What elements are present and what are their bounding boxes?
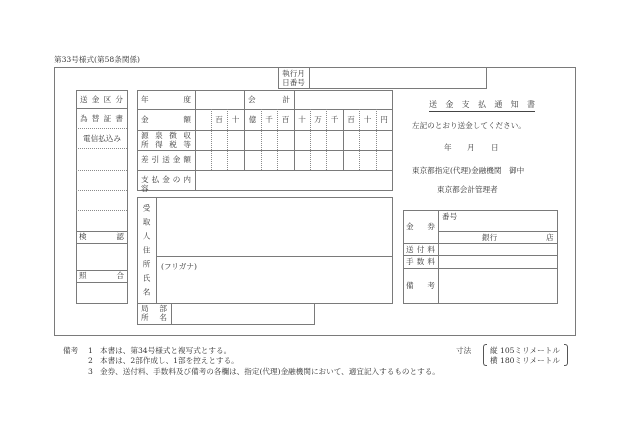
digit-header-million: 百 — [281, 115, 290, 124]
grid-line — [76, 128, 127, 129]
remarks-label: 備 考 — [406, 281, 435, 290]
form-title: 第33号様式(第58条関係) — [54, 55, 140, 64]
grid-line — [76, 210, 127, 211]
grid-line — [76, 170, 127, 171]
footer-note-number: 2 — [88, 356, 93, 365]
handling-fee-label: 手 数 料 — [406, 257, 435, 266]
digit-header-yen: 円 — [380, 115, 388, 124]
grid-line — [195, 90, 196, 190]
amount-label: 金 額 — [141, 115, 191, 124]
bureau-label-line1: 局 部 — [141, 304, 167, 313]
digit-header-hundred: 百 — [347, 115, 355, 124]
grid-line — [438, 231, 557, 232]
date-month-label: 月 — [467, 143, 475, 152]
grid-line — [137, 170, 392, 171]
digit-header-ten-billion: 十 — [231, 115, 240, 124]
digit-header-hundred-billion: 百 — [215, 115, 223, 124]
remittance-instruction: 左記のとおり送金してください。 — [412, 121, 526, 130]
digit-header-thousand: 千 — [330, 115, 339, 124]
execution-label-line1: 執行月 — [282, 69, 305, 78]
net-remittance-label: 差 引 送 金 額 — [141, 155, 191, 164]
withholding-tax-label-line2: 所 得 税 等 — [141, 140, 191, 149]
payment-content-label: 支 払 金 の 内 容 — [141, 175, 191, 193]
branch-label: 店 — [546, 233, 554, 242]
remittance-notice-title: 送 金 支 払 通 知 書 — [429, 100, 535, 112]
footer-note-number: 3 — [88, 367, 93, 376]
payee-box — [137, 197, 393, 304]
grid-line — [171, 303, 172, 324]
grid-line — [294, 90, 295, 109]
inspection-label: 検 認 — [79, 232, 124, 241]
bureau-label-line2: 所 名 — [141, 313, 167, 322]
grid-line — [76, 148, 127, 149]
grid-line — [156, 256, 392, 257]
footer-note-text: 金券、送付料、手数料及び備考の各欄は、指定(代理)金融機関において、適宜記入するものとする。 — [100, 367, 440, 376]
digit-header-ten-thousand: 万 — [314, 115, 322, 124]
left-bracket-icon — [483, 344, 487, 366]
footer-note-number: 1 — [88, 346, 93, 355]
footer-notes-label: 備考 — [63, 346, 79, 355]
voucher-label: 金 券 — [406, 222, 435, 231]
date-year-label: 年 — [444, 143, 452, 152]
grid-line — [76, 190, 127, 191]
grid-line — [137, 150, 392, 151]
account-label: 会 計 — [248, 95, 290, 104]
withholding-tax-label-line1: 源 泉 徴 収 — [141, 131, 191, 140]
dimension-width: 横 180ミリメートル — [490, 356, 560, 365]
digit-header-ten: 十 — [363, 115, 372, 124]
grid-line — [76, 108, 127, 109]
grid-line — [156, 197, 157, 303]
grid-line — [76, 282, 127, 283]
digit-header-hundred-million: 億 — [248, 115, 257, 124]
remit-type-wire-transfer: 電信払込み — [83, 134, 121, 143]
sender: 東京都会計管理者 — [437, 185, 498, 194]
shipping-fee-label: 送 付 料 — [406, 245, 435, 254]
addressee: 東京都指定(代理)金融機関 御中 — [412, 166, 525, 175]
dimensions-label: 寸法 — [456, 346, 472, 355]
footer-note-text: 本書は、2部作成し、1部を控えとする。 — [100, 356, 239, 365]
verification-label: 照 合 — [79, 271, 124, 280]
grid-line — [403, 268, 557, 269]
date-day-label: 日 — [491, 143, 499, 152]
fiscal-year-label: 年 度 — [141, 95, 191, 104]
execution-value-field — [310, 68, 486, 88]
remit-type-exchange-certificate: 為 替 証 書 — [80, 114, 123, 123]
grid-line — [76, 243, 127, 244]
payee-address-name-label: 受取人住所氏名 — [142, 204, 151, 302]
execution-label-line2: 日番号 — [282, 78, 305, 87]
grid-line — [438, 210, 439, 303]
furigana-label: (フリガナ) — [161, 262, 197, 271]
dimension-height: 縦 105ミリメートル — [490, 346, 560, 355]
bank-label: 銀行 — [482, 233, 498, 242]
right-bracket-icon — [564, 344, 568, 366]
grid-line — [137, 109, 392, 110]
grid-line — [403, 255, 557, 256]
footer-note-text: 本書は、第34号様式と複写式とする。 — [100, 346, 232, 355]
digit-header-ten-million: 千 — [265, 115, 273, 124]
remit-category-label: 送 金 区 分 — [80, 95, 123, 104]
grid-line — [244, 90, 245, 109]
voucher-number-label: 番号 — [442, 212, 458, 221]
grid-line — [403, 243, 557, 244]
digit-header-hundred-thousand: 十 — [298, 115, 306, 124]
